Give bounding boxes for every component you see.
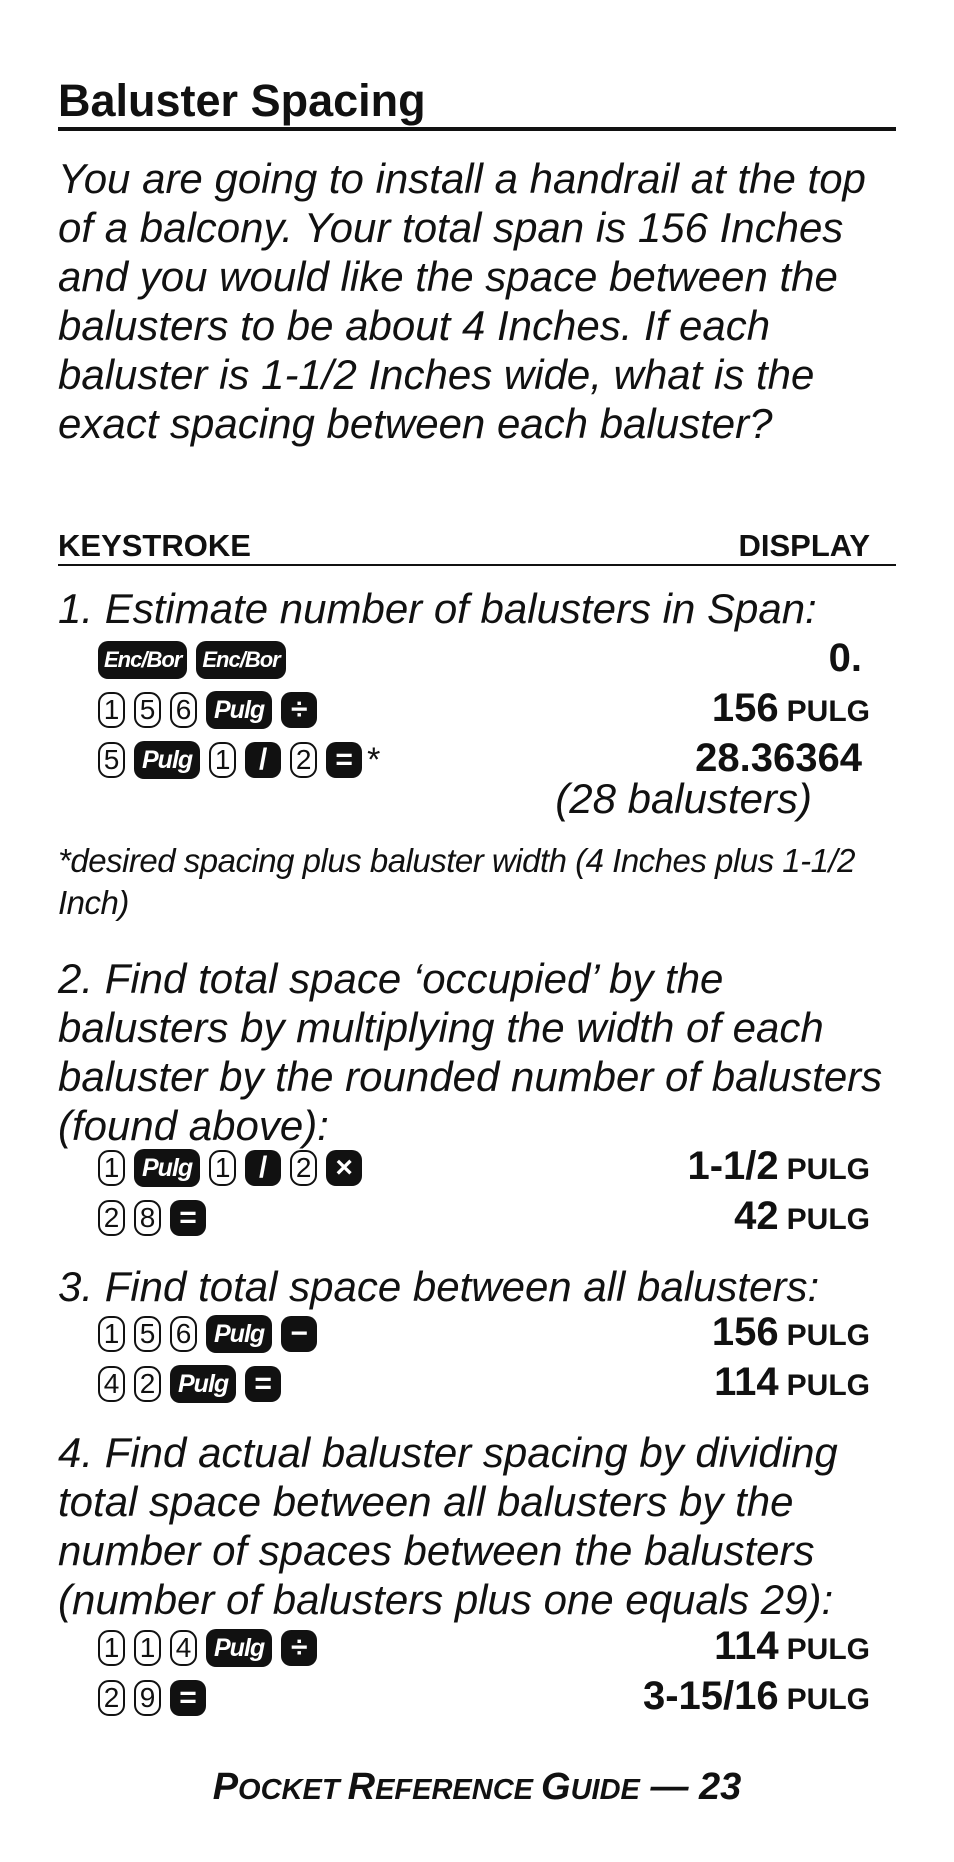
key-sequence bbox=[98, 1629, 317, 1667]
section-title: Baluster Spacing bbox=[58, 75, 426, 126]
digit-key-5: 5 bbox=[98, 742, 125, 778]
fraction-key: / bbox=[245, 742, 281, 778]
multiply-key: × bbox=[326, 1150, 362, 1186]
key-sequence bbox=[98, 1149, 362, 1187]
digit-key-1: 1 bbox=[98, 1150, 125, 1186]
display-value: 114 PULG bbox=[714, 1360, 870, 1404]
keystroke-row bbox=[98, 1674, 870, 1722]
digit-key-1: 1 bbox=[209, 1150, 236, 1186]
key-sequence bbox=[98, 1680, 206, 1716]
equals-key: = bbox=[326, 742, 362, 778]
column-headers bbox=[58, 528, 870, 564]
keystroke-row bbox=[98, 1310, 870, 1358]
digit-key-4: 4 bbox=[170, 1630, 197, 1666]
equals-key: = bbox=[170, 1680, 206, 1716]
equals-key: = bbox=[170, 1200, 206, 1236]
digit-key-2: 2 bbox=[290, 1150, 317, 1186]
display-value: 3-15/16 PULG bbox=[642, 1674, 870, 1718]
digit-key-5: 5 bbox=[134, 1316, 161, 1352]
display-value: 114 PULG bbox=[714, 1624, 870, 1668]
pulg-key: Pulg bbox=[134, 1149, 200, 1187]
keystroke-row bbox=[98, 686, 870, 734]
footnote: *desired spacing plus baluster width (4 Inches plus 1-1/2 Inch) bbox=[58, 842, 855, 921]
digit-key-1: 1 bbox=[134, 1630, 161, 1666]
header-underline bbox=[58, 564, 896, 566]
digit-key-2: 2 bbox=[98, 1200, 125, 1236]
problem-statement: You are going to install a handrail at the top of a balcony. Your total span is 156 Inches and you would like the space between the balusters to be about 4 Inches. If each baluster is 1-1/2 Inches wide, what is the exact spacing between each baluster? bbox=[58, 155, 866, 447]
digit-key-2: 2 bbox=[98, 1680, 125, 1716]
display-value: 156 PULG bbox=[711, 1310, 870, 1354]
digit-key-9: 9 bbox=[134, 1680, 161, 1716]
clear-key: Enc/Bor bbox=[98, 641, 187, 679]
minus-key: − bbox=[281, 1316, 317, 1352]
pulg-key: Pulg bbox=[170, 1365, 236, 1403]
title-underline bbox=[58, 127, 896, 131]
page-number: — 23 bbox=[639, 1766, 742, 1808]
result-note: (28 balusters) bbox=[555, 775, 812, 822]
digit-key-6: 6 bbox=[170, 1316, 197, 1352]
digit-key-2: 2 bbox=[290, 742, 317, 778]
digit-key-1: 1 bbox=[209, 742, 236, 778]
digit-key-1: 1 bbox=[98, 692, 125, 728]
digit-key-2: 2 bbox=[134, 1366, 161, 1402]
key-sequence bbox=[98, 1365, 281, 1403]
display-value: 42 PULG bbox=[734, 1194, 870, 1238]
step-1-instruction: 1. Estimate number of balusters in Span: bbox=[58, 585, 817, 632]
digit-key-4: 4 bbox=[98, 1366, 125, 1402]
key-sequence bbox=[98, 741, 380, 780]
keystroke-row bbox=[98, 636, 870, 684]
display-value: 28.36364 bbox=[695, 736, 862, 780]
equals-key: = bbox=[245, 1366, 281, 1402]
digit-key-5: 5 bbox=[134, 692, 161, 728]
divide-key: ÷ bbox=[281, 692, 317, 728]
page-footer: POCKET REFERENCE GUIDE — 23 bbox=[212, 1766, 742, 1808]
display-value: 0. bbox=[828, 636, 862, 680]
keystroke-row bbox=[98, 1624, 870, 1672]
digit-key-6: 6 bbox=[170, 692, 197, 728]
display-value: 156 PULG bbox=[711, 686, 870, 730]
pulg-key: Pulg bbox=[206, 691, 272, 729]
key-sequence bbox=[98, 641, 286, 679]
keystroke-row bbox=[98, 1194, 870, 1242]
step-3-instruction: 3. Find total space between all balusters: bbox=[58, 1263, 820, 1310]
step-2-instruction: 2. Find total space ‘occupied’ by the balusters by multiplying the width of each baluster by the rounded number of balusters (found above): bbox=[58, 955, 883, 1149]
step-4-instruction: 4. Find actual baluster spacing by dividing total space between all balusters by the number of spaces between the balusters (number of balusters plus one equals 29): bbox=[58, 1429, 838, 1623]
footnote-marker: * bbox=[367, 740, 381, 779]
key-sequence bbox=[98, 1315, 317, 1353]
key-sequence bbox=[98, 1200, 206, 1236]
key-sequence bbox=[98, 691, 317, 729]
pulg-key: Pulg bbox=[206, 1315, 272, 1353]
keystroke-header: KEYSTROKE bbox=[58, 528, 251, 563]
digit-key-8: 8 bbox=[134, 1200, 161, 1236]
clear-key: Enc/Bor bbox=[196, 641, 285, 679]
keystroke-row bbox=[98, 1144, 870, 1192]
digit-key-1: 1 bbox=[98, 1630, 125, 1666]
divide-key: ÷ bbox=[281, 1630, 317, 1666]
keystroke-row bbox=[98, 1360, 870, 1408]
digit-key-1: 1 bbox=[98, 1316, 125, 1352]
display-header: DISPLAY bbox=[738, 528, 870, 563]
pulg-key: Pulg bbox=[206, 1629, 272, 1667]
pulg-key: Pulg bbox=[134, 741, 200, 779]
display-value: 1-1/2 PULG bbox=[687, 1144, 870, 1188]
fraction-key: / bbox=[245, 1150, 281, 1186]
